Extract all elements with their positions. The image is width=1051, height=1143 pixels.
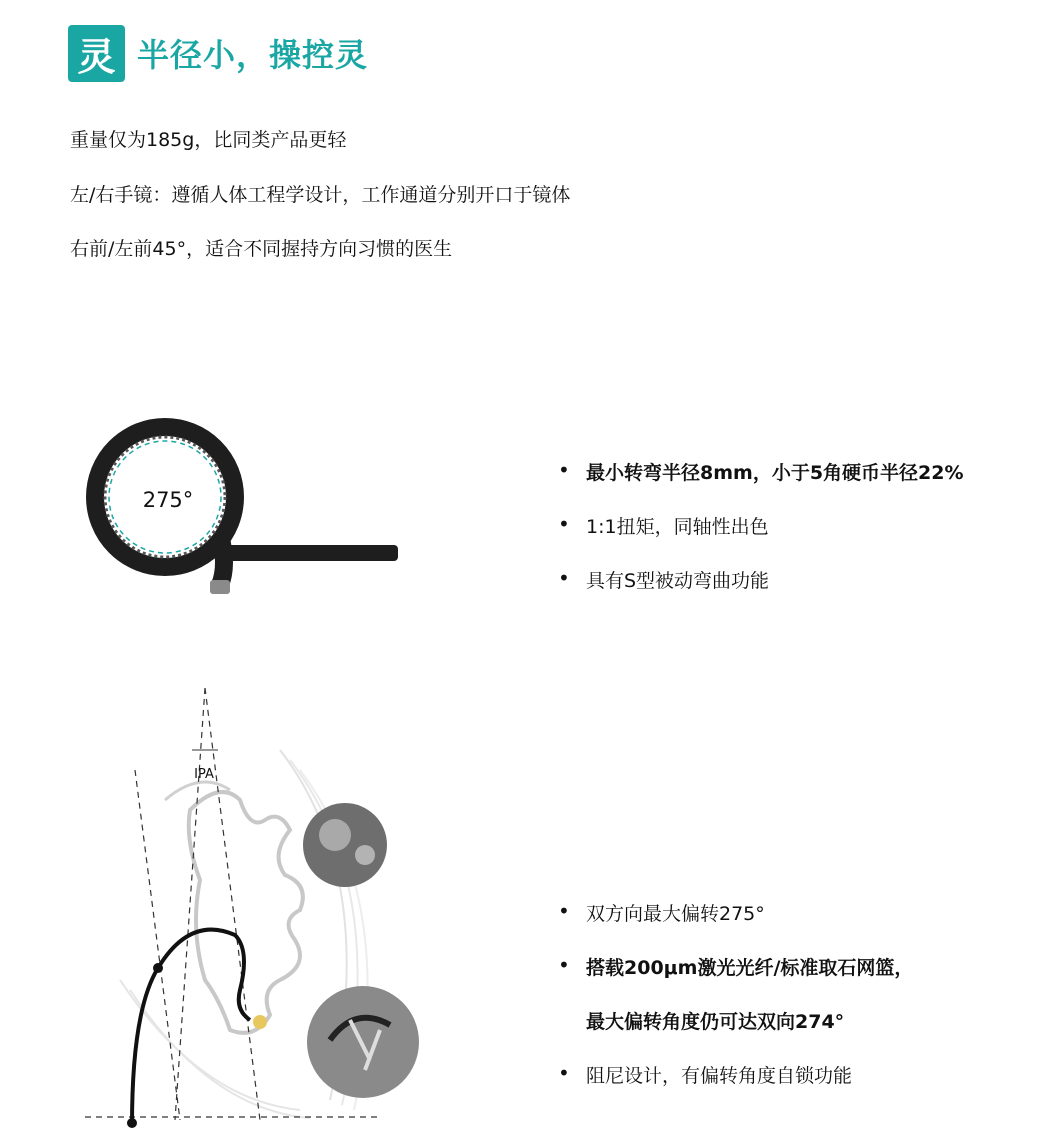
intro-line-orientation: 右前/左前45°，适合不同握持方向习惯的医生 (70, 238, 453, 260)
bullet-item-max-deflection: • 双方向最大偏转275° (558, 899, 765, 925)
bullet-list-deflection (558, 899, 913, 1115)
scope-loop-figure (80, 415, 410, 605)
kidney-deflection-diagram (80, 680, 430, 1135)
bullet-item-s-bend: • 具有S型被动弯曲功能 (558, 566, 770, 592)
bullet-item-damping: • 阻尼设计，有偏转角度自锁功能 (558, 1061, 853, 1087)
ipa-label: IPA (194, 767, 214, 782)
section-title: 半径小，操控灵 (137, 36, 369, 74)
bullet-item-laser-fiber: • 搭载200μm激光光纤/标准取石网篮， (558, 953, 914, 979)
loop-angle-label: 275° (142, 488, 194, 512)
intro-line-ergonomics: 左/右手镜：遵循人体工程学设计，工作通道分别开口于镜体 (70, 184, 571, 206)
section-header (68, 24, 368, 82)
intro-line-weight: 重量仅为185g，比同类产品更轻 (70, 129, 347, 151)
bullet-list-radius (558, 458, 964, 620)
bullet-item-radius: • 最小转弯半径8mm，小于5角硬币半径22% (558, 458, 964, 484)
bullet-item-laser-fiber-cont: 最大偏转角度仍可达双向274° (586, 1011, 845, 1033)
bullet-item-torque: • 1:1扭矩，同轴性出色 (558, 512, 769, 538)
section-badge: 灵 (68, 25, 125, 82)
